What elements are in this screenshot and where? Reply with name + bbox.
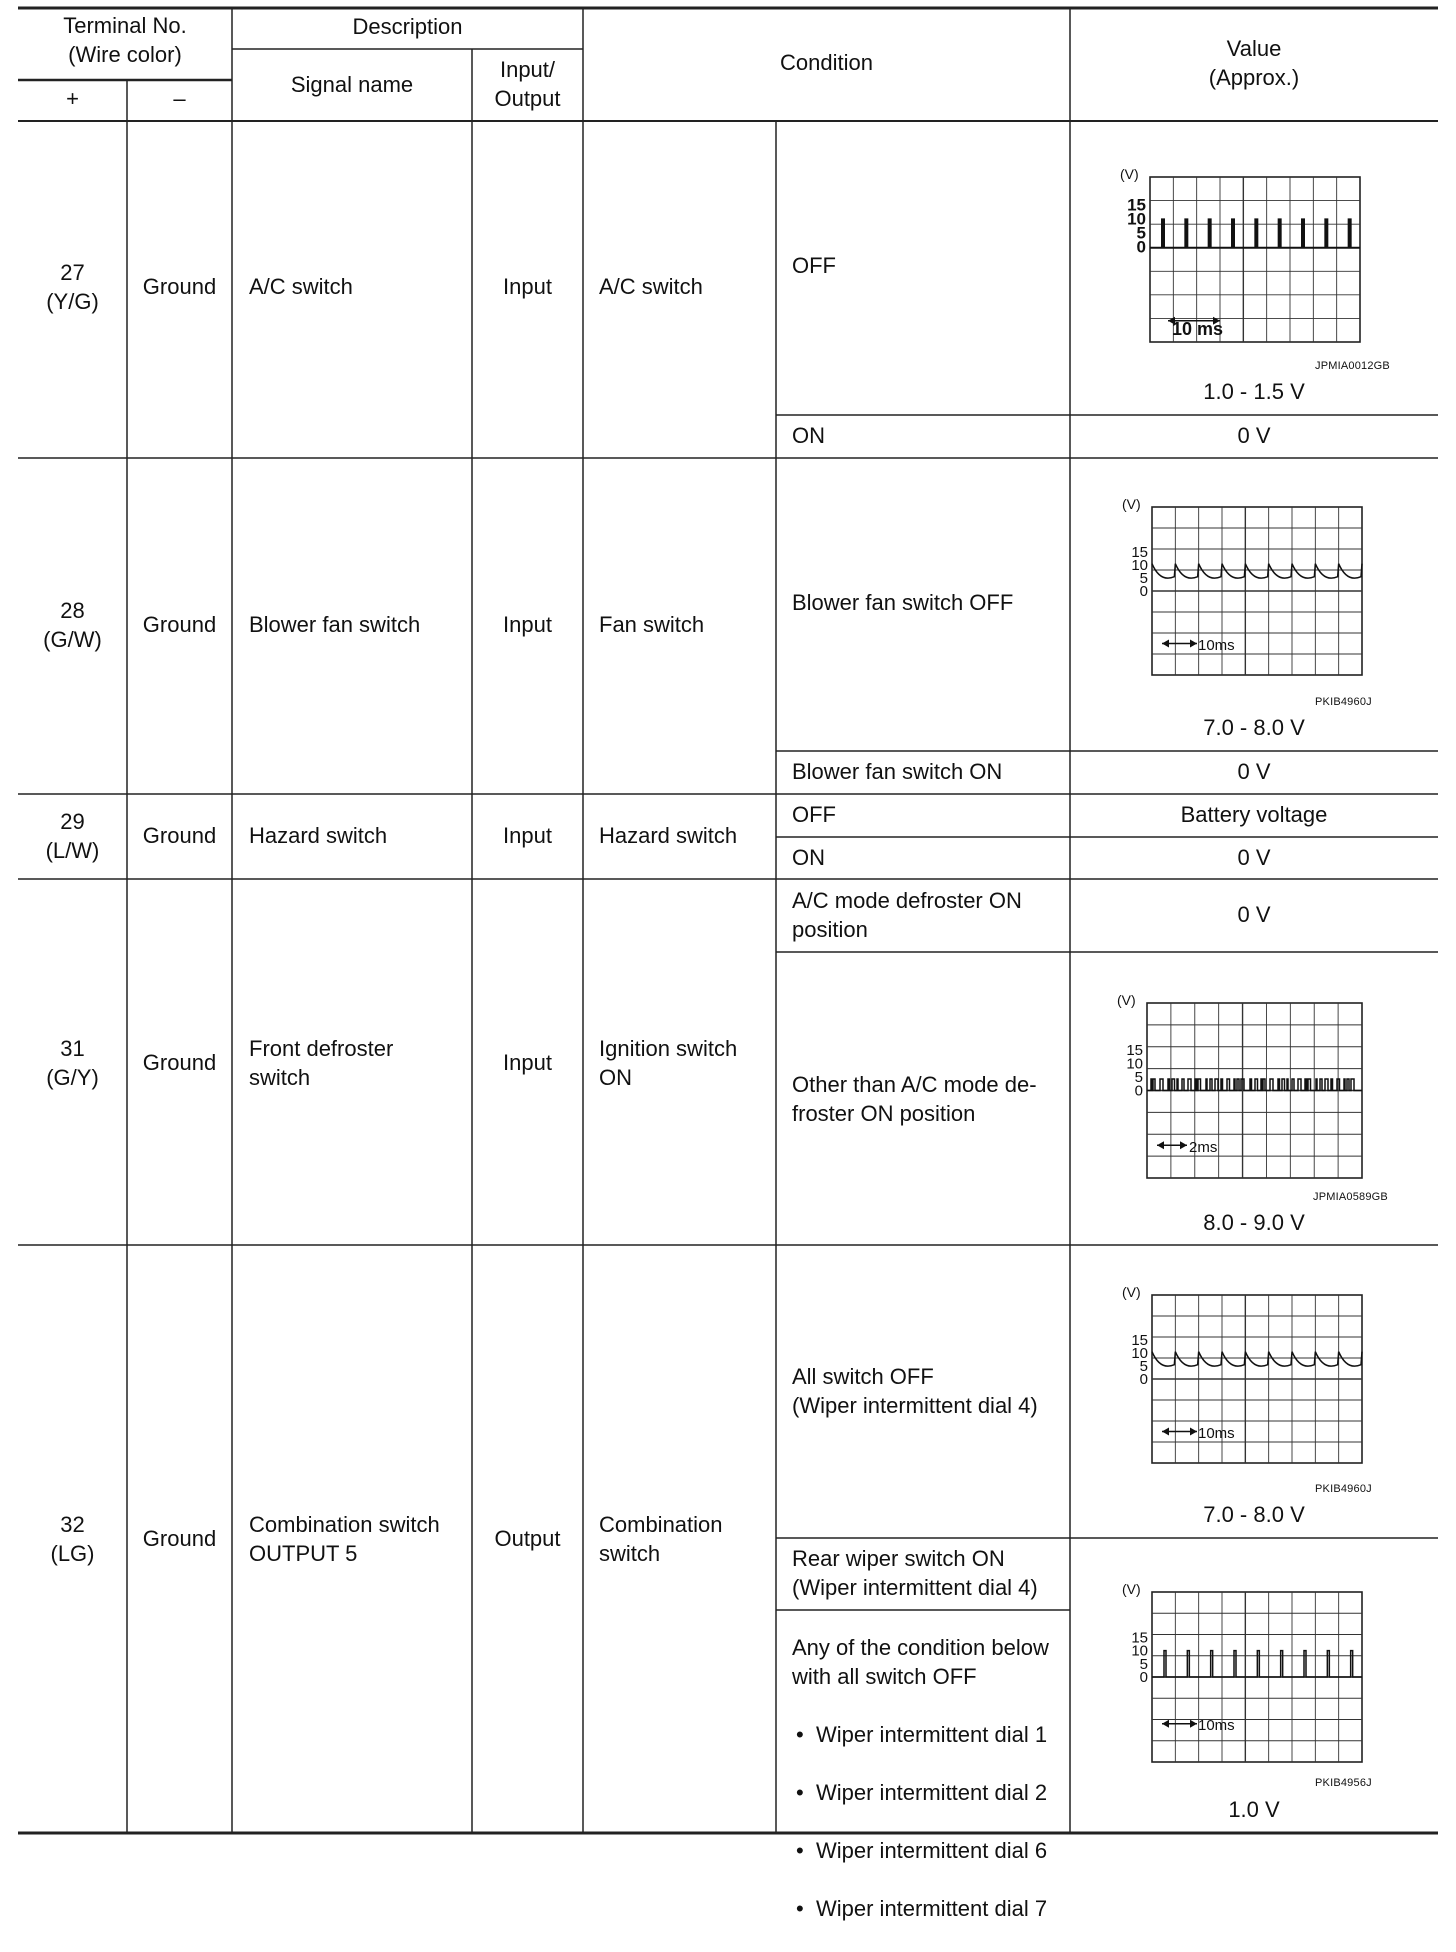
ground-label: Ground (142, 1050, 217, 1075)
axis-tick-label: 10 (1126, 1055, 1143, 1073)
value-label: 8.0 - 9.0 V (1203, 1210, 1305, 1235)
arrowhead (1162, 640, 1169, 648)
waveform-trace (1152, 564, 1362, 578)
header-plus: + (66, 86, 79, 111)
axis-tick-label: 5 (1134, 1068, 1143, 1086)
terminal-27: 27 (Y/G) (46, 260, 99, 314)
terminal-28: 28 (G/W) (43, 598, 102, 652)
arrowhead (1157, 1141, 1164, 1149)
figure-id: JPMIA0012GB (1315, 360, 1390, 372)
waveform-front-defroster (1085, 995, 1375, 1180)
condition-label: Hazard switch (599, 823, 738, 848)
io-label: Input (503, 274, 552, 299)
figure-id: JPMIA0589GB (1313, 1191, 1388, 1203)
io-label: Input (503, 823, 552, 848)
condition-label: Fan switch (599, 612, 705, 637)
axis-tick-label: 0 (1139, 1669, 1148, 1686)
arrowhead (1162, 1428, 1169, 1436)
arrowhead (1162, 1720, 1169, 1728)
terminal-29: 29 (L/W) (45, 809, 100, 863)
time-division-label: 10ms (1198, 636, 1235, 654)
axis-tick-label: 0 (1139, 1371, 1148, 1388)
value-label: 7.0 - 8.0 V (1203, 1502, 1305, 1527)
axis-tick-label: 5 (1136, 223, 1146, 243)
axis-tick-label: 0 (1136, 237, 1146, 257)
waveform-all-switch-off (1110, 1283, 1370, 1478)
ground-label: Ground (142, 1526, 217, 1551)
terminal-31: 31 (G/Y) (46, 1036, 99, 1090)
bullet-item: • Wiper intermittent dial 6 (792, 1836, 1067, 1865)
time-division-label: 10 ms (1172, 318, 1224, 339)
figure-id: PKIB4956J (1315, 1777, 1372, 1789)
header-input-output: Input/ Output (494, 57, 561, 111)
condition-label: Ignition switch ON (599, 1036, 738, 1090)
state-label: ON (792, 845, 825, 870)
condition-label: A/C switch (599, 274, 703, 299)
io-label: Output (494, 1526, 561, 1551)
time-division-label: 10ms (1198, 1424, 1235, 1442)
header-value: Value (Approx.) (1208, 36, 1300, 90)
arrowhead (1190, 1428, 1197, 1436)
axis-unit-label: (V) (1117, 995, 1136, 1008)
axis-unit-label: (V) (1122, 1581, 1141, 1597)
value-label: 0 V (1237, 423, 1271, 448)
axis-tick-label: 10 (1131, 1344, 1148, 1362)
state-label: Blower fan switch ON (792, 759, 1003, 784)
state-label: Any of the condition below with all switch OFF (792, 1635, 1049, 1689)
figure-id: PKIB4960J (1315, 1483, 1372, 1495)
condition-bullet-list (792, 1691, 1067, 1952)
signal-name: Hazard switch (249, 823, 388, 848)
axis-tick-label: 15 (1131, 543, 1148, 561)
value-label: 1.0 V (1228, 1797, 1280, 1822)
header-terminal: Terminal No. (Wire color) (63, 13, 187, 67)
axis-tick-label: 0 (1139, 583, 1148, 600)
ground-label: Ground (142, 823, 217, 848)
waveform-trace (1152, 1352, 1362, 1366)
scope-frame (1150, 177, 1360, 342)
axis-tick-label: 10 (1131, 1642, 1148, 1660)
bullet-item: • Wiper intermittent dial 1 (792, 1720, 1067, 1749)
value-label: 1.0 - 1.5 V (1203, 379, 1305, 404)
state-label: OFF (792, 802, 836, 827)
state-label: A/C mode defroster ON position (792, 888, 1022, 942)
axis-tick-label: 0 (1134, 1082, 1143, 1100)
bullet-item: • Wiper intermittent dial 7 (792, 1894, 1067, 1923)
value-label: 0 V (1237, 902, 1271, 927)
axis-unit-label: (V) (1120, 166, 1139, 182)
value-label: 0 V (1237, 845, 1271, 870)
axis-tick-label: 10 (1127, 209, 1146, 229)
header-condition: Condition (780, 50, 873, 75)
state-label: Blower fan switch OFF (792, 590, 1014, 615)
state-label: All switch OFF (Wiper intermittent dial 4) (792, 1364, 1038, 1418)
axis-tick-label: 5 (1139, 1357, 1148, 1375)
waveform-blower-fan-off (1110, 495, 1370, 690)
ground-label: Ground (142, 612, 217, 637)
figure-id: PKIB4960J (1315, 696, 1372, 708)
header-signal-name: Signal name (290, 72, 414, 97)
axis-tick-label: 15 (1131, 1331, 1148, 1349)
value-label: 7.0 - 8.0 V (1203, 715, 1305, 740)
axis-tick-label: 5 (1139, 1655, 1148, 1673)
header-minus: – (173, 86, 186, 111)
header-description: Description (352, 14, 463, 39)
signal-name: Blower fan switch (249, 612, 421, 637)
waveform-ac-switch-off (1110, 165, 1370, 350)
waveform-trace (1150, 219, 1360, 247)
state-label: ON (792, 423, 825, 448)
value-label: Battery voltage (1180, 802, 1328, 827)
io-label: Input (503, 612, 552, 637)
condition-label: Combination switch (599, 1512, 723, 1566)
state-label: Other than A/C mode de- froster ON position (792, 1072, 1037, 1126)
axis-tick-label: 15 (1127, 195, 1146, 215)
state-label: Rear wiper switch ON (Wiper intermittent dial 4) (792, 1546, 1038, 1600)
arrowhead (1190, 640, 1197, 648)
time-division-label: 2ms (1189, 1138, 1218, 1156)
signal-name: A/C switch (249, 274, 353, 299)
arrowhead (1190, 1720, 1197, 1728)
axis-tick-label: 5 (1139, 569, 1148, 587)
axis-tick-label: 15 (1126, 1041, 1143, 1059)
time-division-label: 10ms (1198, 1717, 1235, 1735)
axis-unit-label: (V) (1122, 496, 1141, 512)
ground-label: Ground (142, 274, 217, 299)
state-label: OFF (792, 253, 836, 278)
arrowhead (1180, 1141, 1187, 1149)
axis-unit-label: (V) (1122, 1284, 1141, 1300)
signal-name: Combination switch OUTPUT 5 (249, 1512, 440, 1566)
waveform-trace (1152, 1651, 1362, 1677)
value-label: 0 V (1237, 759, 1271, 784)
io-label: Input (503, 1050, 552, 1075)
waveform-rear-wiper (1110, 1580, 1370, 1770)
waveform-trace (1147, 1079, 1362, 1091)
terminal-32: 32 (LG) (50, 1512, 95, 1566)
axis-tick-label: 15 (1131, 1629, 1148, 1647)
axis-tick-label: 10 (1131, 556, 1148, 574)
bullet-item: • Wiper intermittent dial 2 (792, 1778, 1067, 1807)
signal-name: Front defroster switch (249, 1036, 394, 1090)
